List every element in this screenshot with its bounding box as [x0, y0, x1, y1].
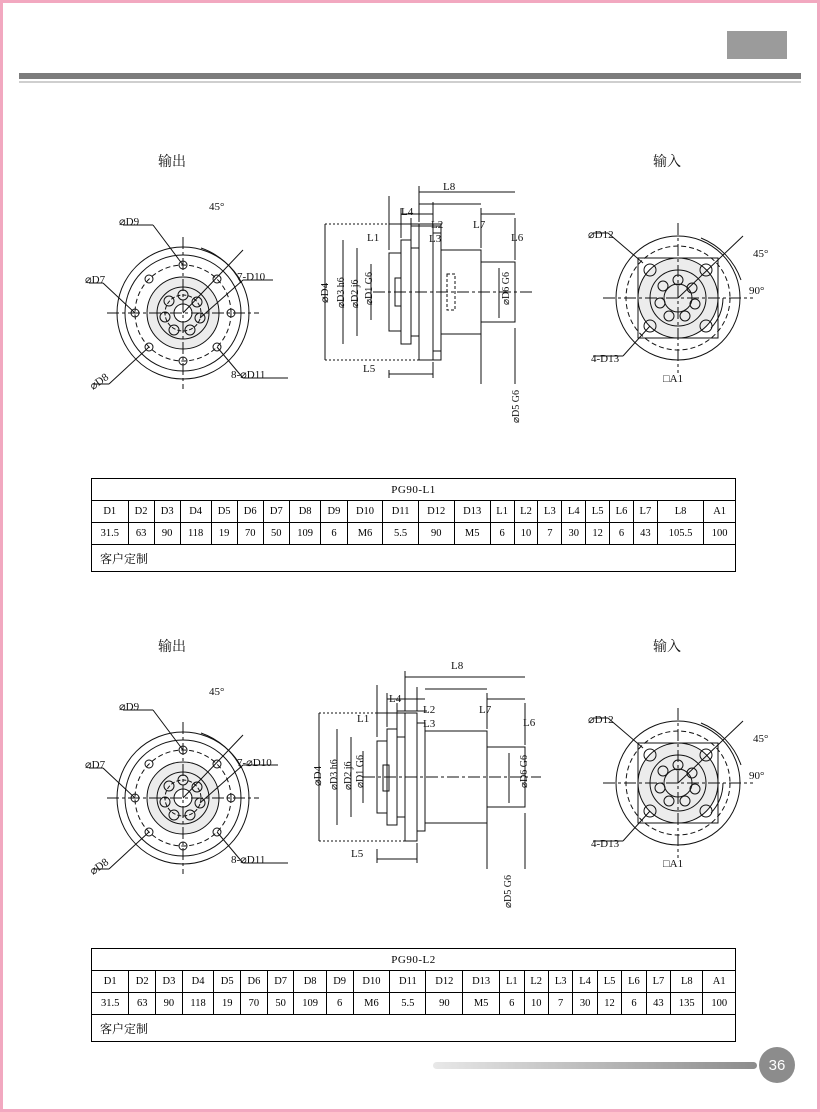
th2-d7: D7	[267, 971, 294, 993]
th2-d3: D3	[156, 971, 183, 993]
label-d5-2: ⌀D5 G6	[503, 875, 514, 908]
td-d12: 90	[418, 523, 454, 545]
th2-l1: L1	[500, 971, 524, 993]
label-d6-2: ⌀D6 G6	[519, 755, 530, 788]
th-d12: D12	[418, 501, 454, 523]
td2-d3: 90	[156, 993, 183, 1015]
label-l5-2: L5	[351, 848, 364, 860]
th2-l4: L4	[573, 971, 597, 993]
th-d6: D6	[237, 501, 263, 523]
label-d8-1: ⌀D8	[87, 371, 111, 393]
td2-d2: 63	[129, 993, 156, 1015]
td-l1: 6	[490, 523, 514, 545]
label-l5-1: L5	[363, 363, 376, 375]
td2-a1: 100	[703, 993, 736, 1015]
td-l7: 43	[633, 523, 657, 545]
input-face-view-1	[583, 188, 813, 408]
th-d9: D9	[321, 501, 347, 523]
td-d3: 90	[154, 523, 180, 545]
drawing-pg90-l1	[3, 133, 820, 423]
label-d9-2: ⌀D9	[119, 701, 140, 713]
th2-d9: D9	[326, 971, 353, 993]
label-4-d13-2: 4-D13	[591, 838, 620, 850]
label-d1-1: ⌀D1 G6	[364, 272, 375, 305]
table-note-2: 客户定制	[92, 1015, 736, 1042]
input-face-view-2	[583, 673, 813, 893]
table-header-row-1	[92, 501, 736, 523]
header-rule	[19, 73, 801, 79]
table-title-1: PG90-L1	[92, 479, 736, 501]
th-l2: L2	[514, 501, 538, 523]
label-input-1: 输入	[653, 154, 681, 170]
label-d7-2: ⌀D7	[85, 759, 106, 771]
header-rule-light	[19, 81, 801, 83]
th-a1: A1	[704, 501, 736, 523]
th2-d10: D10	[353, 971, 390, 993]
td-d11: 5.5	[383, 523, 418, 545]
label-d6-1: ⌀D6 G6	[501, 272, 512, 305]
th2-l3: L3	[548, 971, 572, 993]
td2-d12: 90	[426, 993, 463, 1015]
label-d8-2: ⌀D8	[87, 856, 111, 878]
th-l3: L3	[538, 501, 562, 523]
th-l6: L6	[610, 501, 634, 523]
label-45deg-right-1: 45°	[753, 248, 769, 260]
th2-d2: D2	[129, 971, 156, 993]
table-title-2: PG90-L2	[92, 949, 736, 971]
label-d12-1: ⌀D12	[588, 229, 614, 241]
label-input-2: 输入	[653, 639, 681, 655]
label-d1-2: ⌀D1 G6	[355, 755, 366, 788]
label-8-d11-1: 8-⌀D11	[231, 369, 266, 381]
label-7-d10-1: 7-D10	[237, 271, 266, 283]
td-l5: 12	[586, 523, 610, 545]
th2-d5: D5	[214, 971, 241, 993]
label-d2-2: ⌀D2 j6	[343, 761, 354, 790]
label-l4-2: L4	[389, 693, 402, 705]
td-d2: 63	[128, 523, 154, 545]
page-number: 36	[759, 1047, 795, 1083]
label-l1-1: L1	[367, 232, 380, 244]
th2-l5: L5	[597, 971, 621, 993]
label-d5-1: ⌀D5 G6	[511, 390, 522, 423]
label-7-d10-2: 7-⌀D10	[237, 757, 272, 769]
td-l3: 7	[538, 523, 562, 545]
td-l2: 10	[514, 523, 538, 545]
label-a1-2: □A1	[663, 858, 684, 870]
label-d4-2: ⌀D4	[312, 765, 324, 786]
td-d5: 19	[211, 523, 237, 545]
th2-l7: L7	[646, 971, 670, 993]
td2-l2: 10	[524, 993, 548, 1015]
td-l6: 6	[610, 523, 634, 545]
th2-d12: D12	[426, 971, 463, 993]
th-d8: D8	[289, 501, 321, 523]
td2-l7: 43	[646, 993, 670, 1015]
label-l8-2: L8	[451, 660, 464, 672]
td-d8: 109	[289, 523, 321, 545]
td2-l5: 12	[597, 993, 621, 1015]
td-l8: 105.5	[657, 523, 703, 545]
td-a1: 100	[704, 523, 736, 545]
th2-a1: A1	[703, 971, 736, 993]
spec-table-2-wrap	[91, 948, 736, 1042]
label-output-2: 输出	[158, 639, 186, 655]
spec-table-2	[91, 948, 736, 1042]
label-a1-1: □A1	[663, 373, 684, 385]
td-d4: 118	[180, 523, 211, 545]
th2-d11: D11	[390, 971, 426, 993]
td2-l8: 135	[671, 993, 703, 1015]
td-d10: M6	[347, 523, 383, 545]
label-45deg-2: 45°	[209, 686, 225, 698]
th-d2: D2	[128, 501, 154, 523]
th-d5: D5	[211, 501, 237, 523]
td2-l4: 30	[573, 993, 597, 1015]
label-l7-2: L7	[479, 704, 492, 716]
table-note-1: 客户定制	[92, 545, 736, 572]
footer-bar	[433, 1062, 757, 1069]
th-d10: D10	[347, 501, 383, 523]
th-d11: D11	[383, 501, 418, 523]
th-d7: D7	[263, 501, 289, 523]
td2-d7: 50	[267, 993, 294, 1015]
th-l4: L4	[562, 501, 586, 523]
label-l6-1: L6	[511, 232, 524, 244]
table-header-row-2	[92, 971, 736, 993]
label-l4-1: L4	[401, 206, 414, 218]
th2-d8: D8	[294, 971, 326, 993]
td-l4: 30	[562, 523, 586, 545]
td2-l6: 6	[622, 993, 646, 1015]
label-l2-2: L2	[423, 704, 436, 716]
section-view-1	[303, 178, 603, 418]
th2-d6: D6	[241, 971, 268, 993]
th-l8: L8	[657, 501, 703, 523]
drawing-pg90-l2	[3, 618, 820, 908]
td2-d4: 118	[182, 993, 214, 1015]
label-45deg-1: 45°	[209, 201, 225, 213]
label-output-1: 输出	[158, 154, 186, 170]
th2-d13: D13	[463, 971, 500, 993]
label-l8-1: L8	[443, 181, 456, 193]
td-d13: M5	[454, 523, 490, 545]
label-8-d11-2: 8-⌀D11	[231, 854, 266, 866]
table-value-row-1	[92, 523, 736, 545]
td2-d6: 70	[241, 993, 268, 1015]
th2-l8: L8	[671, 971, 703, 993]
header-block	[727, 31, 787, 59]
th2-d1: D1	[92, 971, 129, 993]
label-l2-1: L2	[431, 219, 444, 231]
td-d9: 6	[321, 523, 347, 545]
label-l3-2: L3	[423, 718, 436, 730]
label-d3-2: ⌀D3 h6	[329, 759, 340, 790]
td2-d11: 5.5	[390, 993, 426, 1015]
td-d7: 50	[263, 523, 289, 545]
th-d3: D3	[154, 501, 180, 523]
label-d7-1: ⌀D7	[85, 274, 106, 286]
td2-d13: M5	[463, 993, 500, 1015]
table-value-row-2	[92, 993, 736, 1015]
td2-d10: M6	[353, 993, 390, 1015]
label-d9-1: ⌀D9	[119, 216, 140, 228]
td2-l1: 6	[500, 993, 524, 1015]
th2-l6: L6	[622, 971, 646, 993]
th2-l2: L2	[524, 971, 548, 993]
label-l1-2: L1	[357, 713, 370, 725]
td2-d8: 109	[294, 993, 326, 1015]
spec-table-1-wrap	[91, 478, 736, 572]
label-d4-1: ⌀D4	[319, 282, 331, 303]
label-90deg-1: 90°	[749, 285, 765, 297]
label-l3-1: L3	[429, 233, 442, 245]
label-l7-1: L7	[473, 219, 486, 231]
label-d3-1: ⌀D3 h6	[336, 277, 347, 308]
td2-d1: 31.5	[92, 993, 129, 1015]
td2-l3: 7	[548, 993, 572, 1015]
th-l5: L5	[586, 501, 610, 523]
label-90deg-2: 90°	[749, 770, 765, 782]
th2-d4: D4	[182, 971, 214, 993]
th-l7: L7	[633, 501, 657, 523]
label-d12-2: ⌀D12	[588, 714, 614, 726]
td2-d5: 19	[214, 993, 241, 1015]
td-d6: 70	[237, 523, 263, 545]
th-l1: L1	[490, 501, 514, 523]
th-d1: D1	[92, 501, 129, 523]
label-l6-2: L6	[523, 717, 536, 729]
label-45deg-right-2: 45°	[753, 733, 769, 745]
label-4-d13-1: 4-D13	[591, 353, 620, 365]
th-d13: D13	[454, 501, 490, 523]
label-d2-1: ⌀D2 j6	[350, 279, 361, 308]
td-d1: 31.5	[92, 523, 129, 545]
td2-d9: 6	[326, 993, 353, 1015]
spec-table-1	[91, 478, 736, 572]
th-d4: D4	[180, 501, 211, 523]
